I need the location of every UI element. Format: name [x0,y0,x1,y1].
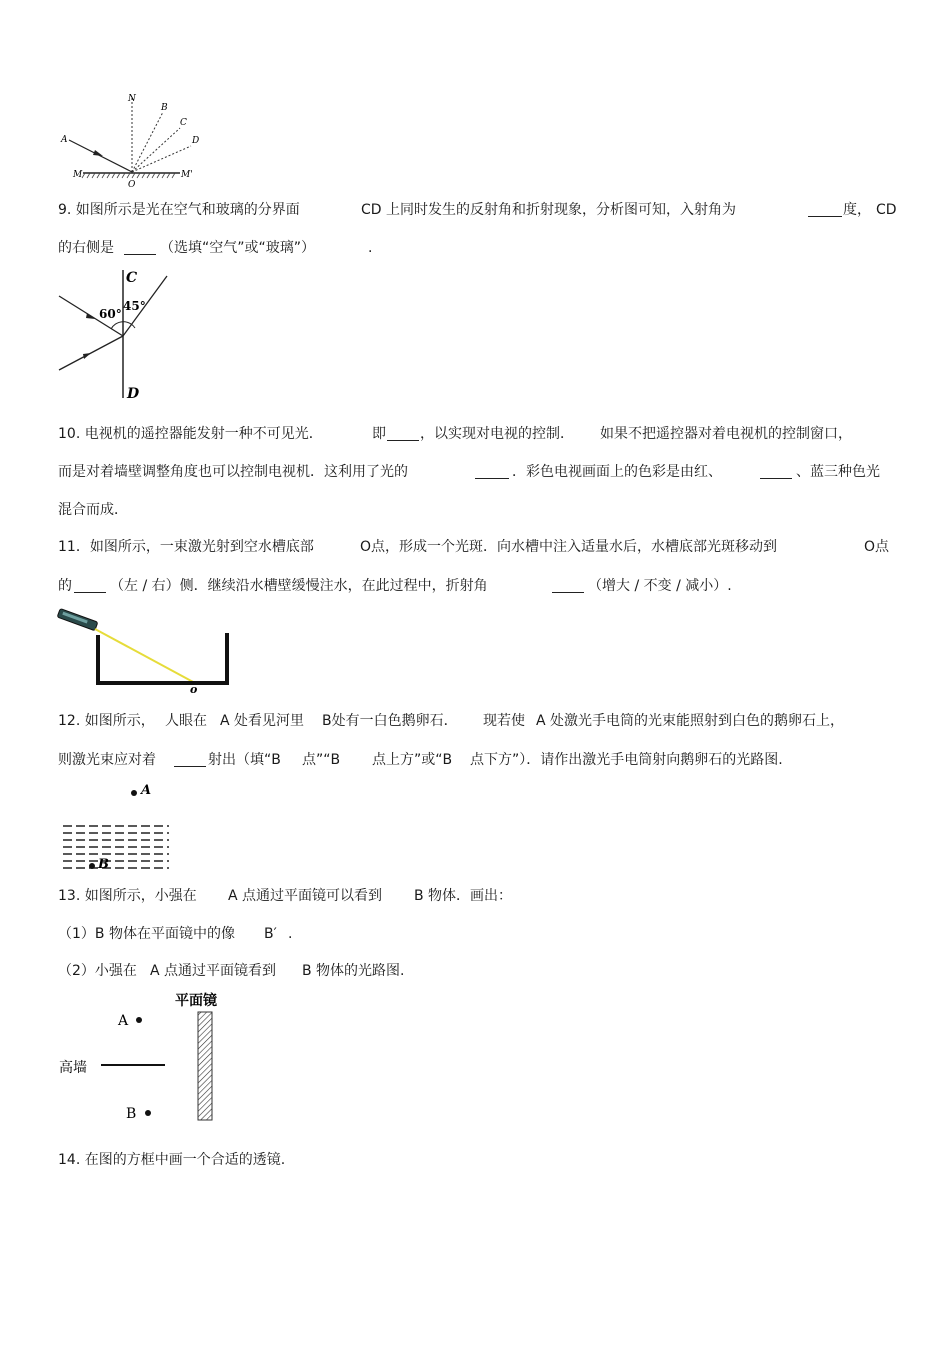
q9-text: （选填“空气”或“玻璃”） [160,240,316,256]
q9-refraction-figure [55,268,180,403]
q13-text: . [288,926,293,942]
q9-text: CD [876,202,897,218]
point-B [145,1110,151,1116]
q12-river-figure [55,780,180,880]
q13-mirror-figure [55,988,240,1128]
label-N: N [128,94,136,104]
q10-text: 如果不把遥控器对着电视机的控制窗口， [600,426,852,442]
answer-blank[interactable] [74,592,106,593]
label-D: D [127,386,140,402]
q13-text: 13. 如图所示，小强在 [58,888,197,904]
q13-text: A 点通过平面镜看到 [150,963,277,979]
label-O: O [128,180,136,190]
q10-text: 混合而成． [58,502,128,518]
q11-text: O点，形成一个光斑．向水槽中注入适量水后，水槽底部光斑移动到 [360,539,778,555]
q9-text: CD 上同时发生的反射角和折射现象，分析图可知，入射角为 [361,202,737,218]
q12-text: 现若使 [483,713,525,729]
label-D: D [192,136,200,146]
plane-mirror [198,1012,212,1120]
q9-text: 的右侧是 [58,240,114,256]
answer-blank[interactable] [387,440,419,441]
q11-text: 11．如图所示，一束激光射到空水槽底部 [58,539,314,555]
answer-blank[interactable] [808,216,842,217]
q10-text: ．彩色电视画面上的色彩是由红、 [512,464,722,480]
q11-text: （左 / 右）侧．继续沿水槽壁缓慢注水，在此过程中，折射角 [110,578,488,594]
q9-text: 度， [843,202,871,218]
q11-text: 的 [58,578,72,594]
answer-blank[interactable] [760,478,792,479]
q13-text: B 物体的光路图. [302,963,405,979]
label-C: C [126,270,138,286]
q13-text: A 点通过平面镜可以看到 [228,888,383,904]
q10-text: 而是对着墙壁调整角度也可以控制电视机．这利用了光的 [58,464,408,480]
label-C: C [180,118,187,128]
q9-text: . [368,240,373,256]
label-A: A [118,1013,129,1029]
q10-text: ，以实现对电视的控制． [420,426,574,442]
label-A: A [141,783,152,798]
q12-text: 则激光束应对着 [58,752,156,768]
q10-text: 、蓝三种色光 [796,464,880,480]
answer-blank[interactable] [552,592,584,593]
label-B: B [98,857,109,872]
label-M: M [73,170,83,180]
q13-text: B′ [264,926,277,942]
label-O: o [190,683,198,695]
label-B: B [161,103,168,113]
label-B: B [126,1106,137,1122]
q12-text: 射出（填“B [208,752,281,768]
answer-blank[interactable] [475,478,509,479]
answer-blank[interactable] [174,766,206,767]
q12-text: 人眼在 [165,713,207,729]
q12-text: 点下方”）．请作出激光手电筒射向鹅卵石的光路图. [470,752,783,768]
label-45: 45° [123,299,146,313]
point-A [131,790,137,796]
q9-text: 9. 如图所示是光在空气和玻璃的分界面 [58,202,300,218]
q12-text: 12. 如图所示， [58,713,155,729]
wall-label: 高墙 [59,1060,87,1076]
point-B [89,863,95,869]
label-M-prime: M' [181,170,193,180]
q12-text: 点”“B [302,752,341,768]
q12-text: A 处看见河里 [220,713,305,729]
q11-water-tank-figure [55,603,240,695]
point-A [136,1017,142,1023]
q11-text: O点 [864,539,890,555]
q14-text: 14. 在图的方框中画一个合适的透镜. [58,1152,286,1168]
q13-text: （1）B 物体在平面镜中的像 [58,926,235,942]
q11-text: （增大 / 不变 / 减小）. [588,578,732,594]
label-60: 60° [99,307,122,321]
q10-text: 即 [372,426,386,442]
reflection-figure [55,90,215,190]
label-A: A [61,135,68,145]
mirror-label: 平面镜 [175,993,217,1009]
q13-text: （2）小强在 [58,963,137,979]
q12-text: 点上方”或“B [372,752,453,768]
q13-text: B 物体．画出： [414,888,513,904]
q12-text: A 处激光手电筒的光束能照射到白色的鹅卵石上， [536,713,845,729]
answer-blank[interactable] [124,254,156,255]
q12-text: B处有一白色鹅卵石． [322,713,458,729]
q10-text: 10. 电视机的遥控器能发射一种不可见光． [58,426,323,442]
